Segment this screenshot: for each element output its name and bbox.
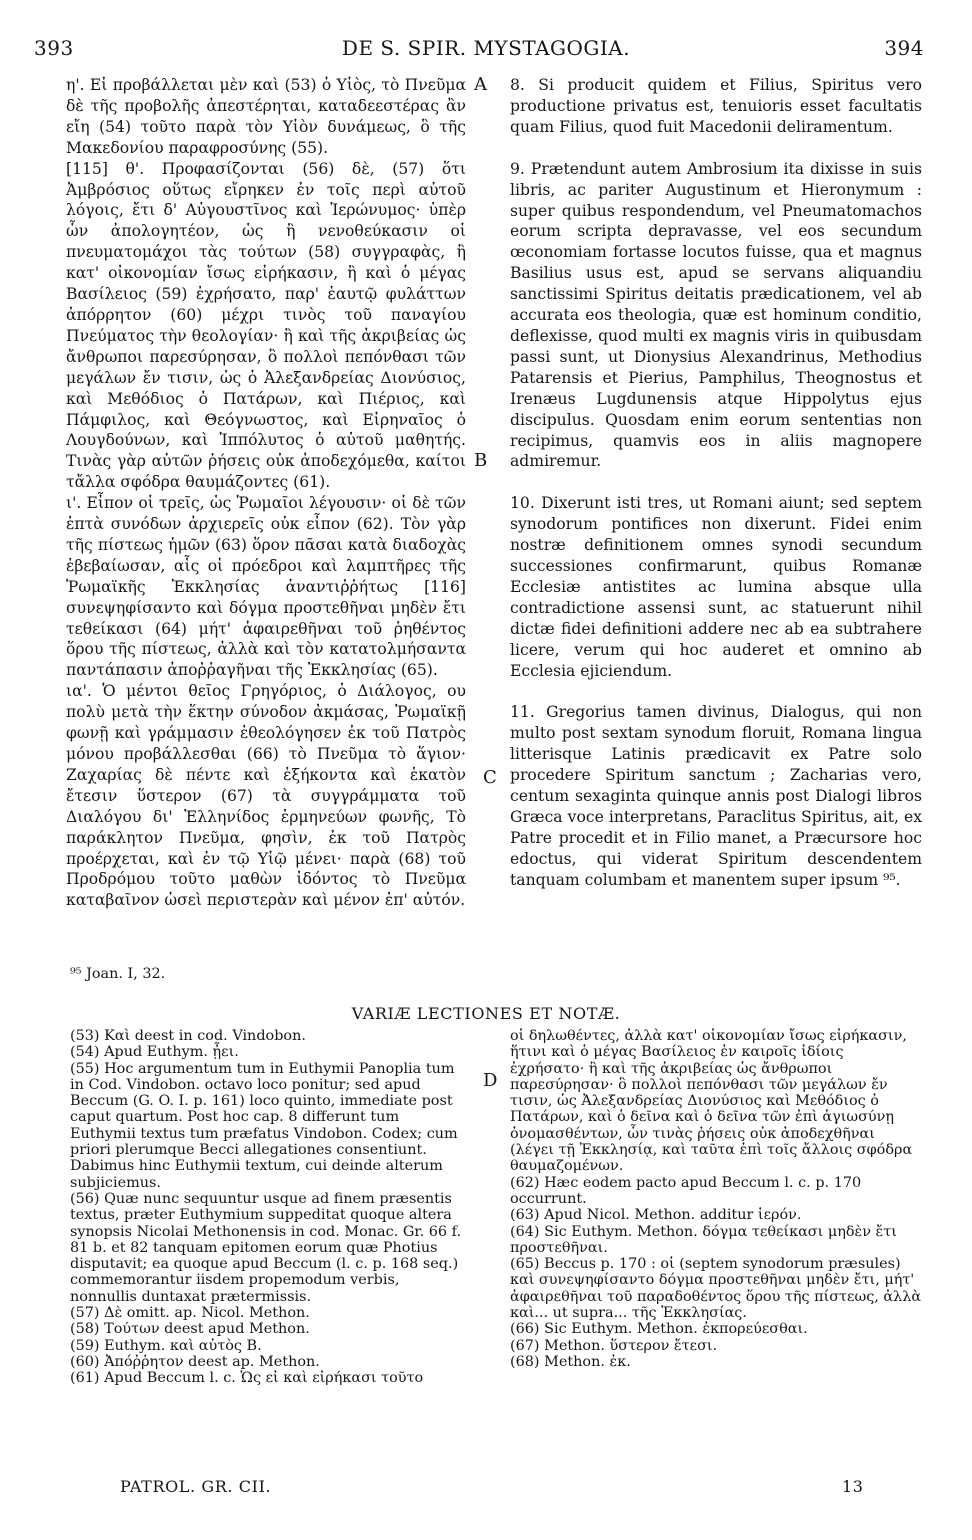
- greek-paragraph-10: ι'. Εἶπον οἱ τρεῖς, ὡς Ῥωμαῖοι λέγουσιν· οἱ δὲ τῶν ἑπτὰ συνόδων ἀρχιερεῖς οὐκ εἶπον (62). Τὸν γὰρ τῆς πίστεως ἡμῶν (63) ὅρον πᾶσαι κατὰ διαδοχὰς ἐβεβαίωσαν, αἷς οἱ πρόεδροι καὶ λαμπτῆρες τῆς Ῥωμαϊκῆς Ἐκκλησίας ἀναντιῤῥήτως [116] συνεψηφίσαντο καὶ δόγμα προστεθῆναι μηδὲν ἔτι τεθείκασι (64) μήτ' ἀφαιρεθῆναι τοῦ ῥηθέντος ὅρου τῆς πίστεως, ἀλλὰ καὶ τὸν κατατολμήσαντα παντάπασιν ἀποῤῥαγῆναι τῆς Ἐκκλησίας (65).: [66, 494, 466, 680]
- note-56: (56) Quæ nunc sequuntur usque ad finem præsentis textus, præter Euthymium suppeditat quoque altera synopsis Nicolai Methonensis in cod. Monac. Gr. 66 f. 81 b. et 82 tanquam epitomen eorum quæ Photius disputavit; ea quoque apud Beccum (l. c. p. 168 seq.) commemorantur iisdem propemodum verbis, nonnullis duntaxat prætermissis.: [70, 1190, 462, 1305]
- margin-marker-d: D: [483, 1070, 498, 1091]
- latin-paragraph-8: 8. Si producit quidem et Filius, Spiritus vero productione privatus est, tenuioris esset facultatis quam Filius, quod fuit Macedonii deliramentum.: [510, 76, 922, 136]
- note-62: (62) Hæc eodem pacto apud Beccum l. c. p. 170 occurrunt.: [510, 1174, 862, 1207]
- note-58: (58) Τούτων deest apud Methon.: [70, 1321, 310, 1338]
- note-57: (57) Δὲ omitt. ap. Nicol. Methon.: [70, 1305, 310, 1322]
- note-59: (59) Euthym. καὶ αὐτὸς B.: [70, 1337, 262, 1354]
- latin-paragraph-10: 10. Dixerunt isti tres, ut Romani aiunt; sed septem synodorum pontifices non dixerunt. Fidei enim nostræ definitionem omnes synodi secundum successiones confirmarunt, quibus Romanæ Ecclesiæ antistites ac lumina absque ulla contradictione assensi sunt, ac statuerunt nihil dictæ fidei definitioni addere nec ab ea subtrahere licere, verum qui hoc auderet et omnino ab Ecclesia ejiciendum.: [510, 494, 922, 680]
- note-64: (64) Sic Euthym. Methon. δόγμα τεθείκασι μηδὲν ἔτι προστεθῆναι.: [510, 1223, 897, 1256]
- footnote: ⁹⁵ Joan. I, 32.: [70, 966, 166, 982]
- series-footer: PATROL. GR. CII.: [120, 1477, 272, 1496]
- latin-paragraph-11: 11. Gregorius tamen divinus, Dialogus, qui non multo post sextam synodum floruit, Romana lingua litterisque Latinis prædicavit ex Patre solo procedere Spiritum sanctum ; Zacharias vero, centum sexaginta quinque annis post Dialogi libros Græca voce interpretans, Paraclitus Spiritus, ait, ex Patre procedit et in Filio manet, a Præcursore hoc edoctus, qui viderat Spiritum descendentem tanquam columbam et manentem super ipsum ⁹⁵.: [510, 703, 922, 889]
- greek-paragraph-8: η'. Εἰ προβάλλεται μὲν καὶ (53) ὁ Υἱὸς, τὸ Πνεῦμα δὲ τῆς προβολῆς ἀπεστέρηται, καταδεεστέρας ἂν εἴη (54) τοῦτο παρὰ τὸν Υἱὸν δυνάμεως, ὃ τῆς Μακεδονίου παραφροσύνης (55).: [66, 76, 466, 157]
- notes-left-column: [70, 1028, 466, 1387]
- page-number-right: 394: [884, 36, 924, 60]
- note-65: (65) Beccus p. 170 : οἱ (septem synodorum præsules) καὶ συνεψηφίσαντο δόγμα προστεθῆναι μηδὲν ἔτι, μήτ' ἀφαιρεθῆναι τοῦ παραδοθέντος ὅρου τῆς πίστεως, ἀλλὰ καὶ... ut supra... τῆς Ἐκκλησίας.: [510, 1256, 922, 1322]
- variae-lectiones-title: VARIÆ LECTIONES ET NOTÆ.: [351, 1004, 621, 1023]
- note-61: (61) Apud Beccum l. c. Ὡς εἰ καὶ εἰρήκασι τοῦτο: [70, 1370, 424, 1387]
- margin-marker-b: B: [474, 450, 488, 471]
- greek-paragraph-9: [115] θ'. Προφασίζονται (56) δὲ, (57) ὅτι Ἀμβρόσιος οὕτως εἴρηκεν ἐν τοῖς περὶ αὐτοῦ λόγοις, ἔτι δ' Αὐγουστῖνος καὶ Ἱερώνυμος· ὑπὲρ ὧν ἀπολογητέον, ὡς ἢ νενοθεύκασιν οἱ πνευματομάχοι τὰς τούτων (58) συγγραφὰς, ἢ κατ' οἰκονομίαν ἴσως εἰρήκασιν, ἢ καὶ ὁ μέγας Βασίλειος (59) ἐχρήσατο, παρ' ἑαυτῷ φυλάττων ἀπόρρητον (60) μέχρι τινὸς τοῦ παναγίου Πνεύματος τὴν θεολογίαν· ἢ καὶ τῆς ἀκριβείας ὡς ἄνθρωποι παρεσύρησαν, ὃ πολλοὶ πεπόνθασι τῶν μεγάλων ἔν τισιν, ὡς ὁ Ἀλεξανδρείας Διονύσιος, καὶ Μεθόδιος ὁ Πατάρων, καὶ Πιέριος, καὶ Πάμφιλος, καὶ Θεόγνωστος, καὶ Εἰρηναῖος ὁ Λουγδούνων, καὶ Ἱππόλυτος ὁ αὐτοῦ μαθητής. Τινὰς γὰρ αὐτῶν ῥήσεις οὐκ ἀποδεχόμεθα, καίτοι τἄλλα σφόδρα θαυμάζοντες (61).: [66, 159, 466, 492]
- note-68: (68) Methon. ἐκ.: [510, 1353, 631, 1370]
- margin-marker-c: C: [483, 767, 497, 788]
- greek-paragraph-11: ια'. Ὁ μέντοι θεῖος Γρηγόριος, ὁ Διάλογος, ου πολὺ μετὰ τὴν ἕκτην σύνοδον ἀκμάσας, Ῥωμαϊκῇ φωνῇ καὶ γράμμασιν ἐθεολόγησεν ἐκ τοῦ Πατρὸς μόνου προβάλλεσθαι (66) τὸ Πνεῦμα τὸ ἅγιον· Ζαχαρίας δὲ πέντε καὶ ἑξήκοντα καὶ ἑκατὸν ἔτεσιν ὕστερον (67) τὰ συγγράμματα τοῦ Διαλόγου δι' Ἑλληνίδος ἑρμηνεύων φωνῆς, Τὸ παράκλητον Πνεῦμα, φησὶν, ἐκ τοῦ Πατρὸς προέρχεται, καὶ ἐν τῷ Υἱῷ μένει· παρὰ (68) τοῦ Προδρόμου τοῦτο μαθὼν ἰδόντος τὸ Πνεῦμα καταβαῖνον ὡσεὶ περιστερὰν καὶ μένον ἐπ' αὐτόν.: [66, 682, 466, 910]
- note-53: (53) Καὶ deest in cod. Vindobon.: [70, 1028, 306, 1044]
- note-66: (66) Sic Euthym. Methon. ἐκπορεύεσθαι.: [510, 1321, 808, 1338]
- note-60: (60) Ἀπόῤῥητον deest ap. Methon.: [70, 1353, 320, 1370]
- latin-column: [510, 75, 922, 891]
- margin-marker-a: A: [474, 74, 487, 95]
- note-54: (54) Apud Euthym. ᾖει.: [70, 1044, 239, 1061]
- running-title: DE S. SPIR. MYSTAGOGIA.: [341, 36, 631, 60]
- latin-paragraph-9: 9. Prætendunt autem Ambrosium ita dixisse in suis libris, ac pariter Augustinum et Hieronymum : super quibus respondendum, vel Pneumatomachos eorum scripta depravasse, vel eos secundum œconomiam fortasse locutos fuisse, qua et magnus Basilius usus est, apud se servans aliquandiu sanctissimi Spiritus deitatis prædicationem, vel ab accurata eos theologia, quæ est hominum conditio, deflexisse, quod multi ex magnis viris in quibusdam passi sunt, ut Dionysius Alexandrinus, Methodius Patarensis et Pierius, Pamphilus, Theognostus et Irenæus Lugdunensis atque Hippolytus ejus discipulus. Quosdam enim eorum sententias non recipimus, quamvis eos in aliis magnopere admiremur.: [510, 159, 922, 471]
- notes-right-column: [510, 1028, 922, 1370]
- signature-mark: 13: [842, 1477, 864, 1496]
- greek-column: [66, 75, 466, 911]
- page-number-left: 393: [34, 36, 74, 60]
- note-61-continued: οἱ δηλωθέντες, ἀλλὰ κατ' οἰκονομίαν ἴσως εἰρήκασιν, ἥτινι καὶ ὁ μέγας Βασίλειος ἐν καιροῖς ἰδίοις ἐχρήσατο· ἢ καὶ τῆς ἀκριβείας ὡς ἄνθρωποι παρεσύρησαν· ὃ πολλοὶ πεπόνθασι τῶν μεγάλων ἔν τισιν, ὡς Ἀλεξανδρείας Διονύσιος καὶ Μεθόδιος ὁ Πατάρων, καὶ ὁ δεῖνα καὶ ὁ δεῖνα τῶν ἐπὶ ἁγιωσύνῃ ὀνομασθέντων, ὧν τινὰς ῥήσεις οὐκ ἀποδεχθῆναι (λέγει τῇ Ἐκκλησίᾳ, καὶ ταῦτα ἐπὶ τοῖς ἄλλοις σφόδρα θαυμαζομένων.: [510, 1028, 913, 1175]
- note-55: (55) Hoc argumentum tum in Euthymii Panoplia tum in Cod. Vindobon. octavo loco ponitur; sed apud Beccum (G. O. I. p. 161) loco quinto, immediate post caput quartum. Post hoc cap. 8 differunt tum Euthymii textus tum præfatus Vindobon. Codex; cum priori plerumque Becci allegationes consentiunt. Dabimus hinc Euthymii textum, cui deinde alterum subjiciemus.: [70, 1060, 458, 1191]
- note-67: (67) Methon. ὕστερον ἔτεσι.: [510, 1337, 718, 1354]
- note-63: (63) Apud Nicol. Methon. additur ἱερόν.: [510, 1207, 802, 1224]
